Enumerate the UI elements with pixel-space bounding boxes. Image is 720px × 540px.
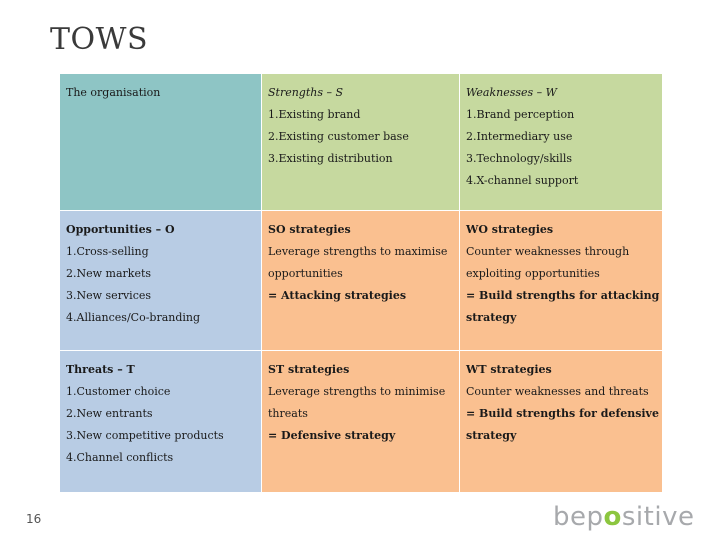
organisation-cell [60,74,262,211]
so-strategies-cell [262,211,460,351]
st-strategy-line: Leverage strengths to minimise [268,385,446,398]
weakness-item: 1.Brand perception [466,108,575,121]
opportunities-heading: Opportunities – O [66,223,175,236]
threats-cell [60,351,262,492]
strengths-cell [262,74,460,211]
wt-strategies-cell [460,351,662,492]
st-strategy-line: = Defensive strategy [268,429,396,442]
st-strategies-cell [262,351,460,492]
strength-item: 1.Existing brand [268,108,361,121]
logo-plus-o: o [603,502,622,532]
so-strategy-line: opportunities [268,267,343,280]
threat-item: 3.New competitive products [66,429,224,442]
tows-matrix [60,74,662,492]
threats-heading: Threats – T [66,363,135,376]
opportunities-cell [60,211,262,351]
weakness-item: 3.Technology/skills [466,152,573,165]
wo-strategy-line: strategy [466,311,517,324]
opportunity-item: 3.New services [66,289,152,302]
bepositive-logo [553,502,694,532]
wo-strategy-line: exploiting opportunities [466,267,600,280]
wt-strategy-line: Counter weaknesses and threats [466,385,649,398]
wo-strategy-line: Counter weaknesses through [466,245,630,258]
weaknesses-cell [460,74,662,211]
strength-item: 2.Existing customer base [268,130,409,143]
slide-title: TOWS [50,22,148,57]
weakness-item: 2.Intermediary use [466,130,573,143]
organisation-heading: The organisation [66,86,161,99]
wo-strategies-cell [460,211,662,351]
wt-strategies-heading: WT strategies [466,363,552,376]
opportunity-item: 1.Cross-selling [66,245,149,258]
opportunity-item: 4.Alliances/Co-branding [66,311,201,324]
so-strategy-line: Leverage strengths to maximise [268,245,448,258]
wo-strategy-line: = Build strengths for attacking [466,289,660,302]
st-strategies-heading: ST strategies [268,363,350,376]
threat-item: 4.Channel conflicts [66,451,174,464]
weakness-item: 4.X-channel support [466,174,579,187]
so-strategies-heading: SO strategies [268,223,351,236]
logo-text-end: sitive [621,502,695,532]
opportunity-item: 2.New markets [66,267,152,280]
strengths-heading: Strengths – S [268,86,344,99]
threat-item: 1.Customer choice [66,385,171,398]
st-strategy-line: threats [268,407,308,420]
weaknesses-heading: Weaknesses – W [466,86,557,99]
wo-strategies-heading: WO strategies [466,223,554,236]
threat-item: 2.New entrants [66,407,153,420]
wt-strategy-line: = Build strengths for defensive [466,407,659,420]
page-number: 16 [26,512,42,526]
so-strategy-line: = Attacking strategies [268,289,407,302]
wt-strategy-line: strategy [466,429,517,442]
logo-text-start: bep [553,502,604,532]
strength-item: 3.Existing distribution [268,152,393,165]
